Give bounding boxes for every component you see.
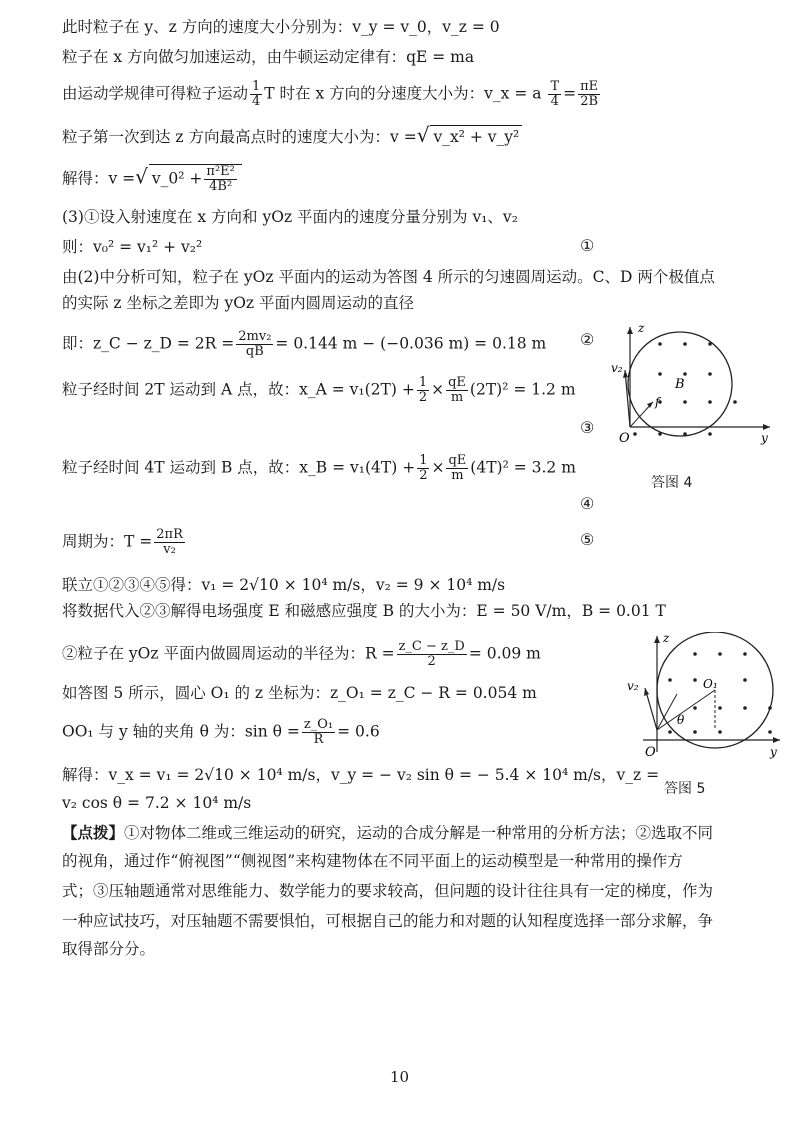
text-line: ②粒子在 yOz 平面内做圆周运动的半径为：R = $\frac{z\_C - z\_D}{2}$ = 0.09 m xyxy=(62,639,541,669)
text-line: 如答图 5 所示，圆心 O₁ 的 z 坐标为：z_O₁ = z_C − R = 0.054 m xyxy=(62,684,537,702)
text-line: v₂ cos θ = 7.2 × 10⁴ m/s xyxy=(62,794,252,812)
equation-tag: ① xyxy=(580,236,595,255)
text-line: 则：v₀² = v₁² + v₂² xyxy=(62,238,203,256)
svg-text:y: y xyxy=(770,745,777,759)
theta-label: θ xyxy=(677,713,685,727)
fraction: $\frac{1}{4}$ xyxy=(252,79,261,109)
text-line: 粒子在 x 方向做匀加速运动，由牛顿运动定律有：qE = ma xyxy=(62,48,475,66)
origin-label: O xyxy=(619,431,630,446)
figure-5-diagram xyxy=(625,632,785,772)
text-line: 即：z_C − z_D = 2R = $\frac{\text{2mv₂}}{qB}$ = 0.144 m − (−0.036 m) = 0.18 m xyxy=(62,329,547,359)
tip-line: 取得部分分。 xyxy=(62,940,156,958)
z-label: z xyxy=(638,322,645,335)
text-line: 粒子第一次到达 z 方向最高点时的速度大小为：v =√ v_x² + v_y² xyxy=(62,124,522,148)
figure-4-caption: 答图 4 xyxy=(651,475,693,491)
fraction: $\frac{\pi E}{2B}$ xyxy=(580,79,599,109)
fraction: $\frac{T}{4}$ xyxy=(550,79,560,109)
figure-4-diagram xyxy=(605,322,775,472)
tip-line: 一种应试技巧，对压轴题不需要惧怕，可根据自己的能力和对题的认知程度选择一部分求解，争 xyxy=(62,912,714,930)
text-line: 周期为：T = $\frac{2\pi R}{\text{v₂}}$ xyxy=(62,527,183,557)
OO1-line xyxy=(657,690,715,730)
text-line: 解得：v_x = v₁ = 2√10 × 10⁴ m/s，v_y = − v₂ sin θ = − 5.4 × 10⁴ m/s，v_z = xyxy=(62,766,660,784)
v2-label: v₂ xyxy=(611,361,623,375)
tip-line: 【点拨】①对物体二维或三维运动的研究，运动的合成分解是一种常用的分析方法；②选取不同 xyxy=(62,823,714,842)
O1-label: O₁ xyxy=(703,677,718,691)
page-number: 10 xyxy=(390,1068,410,1086)
text-line: 粒子经时间 2T 运动到 A 点，故：x_A = v₁(2T) + $\frac{1}{2}$ × $\frac{qE}{m}$ (2T)² = 1.2 m xyxy=(62,375,576,405)
text-line: 将数据代入②③解得电场强度 E 和磁感应强度 B 的大小为：E = 50 V/m，B = 0.01 T xyxy=(62,602,666,620)
text-line: 由(2)中分析可知，粒子在 yOz 平面内的运动为答图 4 所示的匀速圆周运动。C、D 两个极值点 xyxy=(62,268,715,286)
text-line: 的实际 z 坐标之差即为 yOz 平面内圆周运动的直径 xyxy=(62,294,415,312)
tip-line: 的视角，通过作“俯视图”“侧视图”来构建物体在不同平面上的运动模型是一种常用的操作方 xyxy=(62,852,683,870)
text-line: OO₁ 与 y 轴的夹角 θ 为：sin θ = $\frac{\text{z\_O₁}}{R}$ = 0.6 xyxy=(62,717,380,747)
figure-5-caption: 答图 5 xyxy=(664,781,706,797)
equation-tag: ② xyxy=(580,330,595,349)
svg-text:z: z xyxy=(663,632,670,645)
text-line: 此时粒子在 y、z 方向的速度大小分别为：v_y = v_0，v_z = 0 xyxy=(62,18,500,36)
tip-line: 式；③压轴题通常对思维能力、数学能力的要求较高，但问题的设计往往具有一定的梯度，作为 xyxy=(62,882,714,900)
text-line: 解得：v =√ v_0² + $\frac{\text{π²E²}}{\text{4B²}}$ xyxy=(62,164,242,194)
f-label: f xyxy=(655,395,660,409)
y-axis-arrow xyxy=(763,424,770,430)
tip-label: 【点拨】 xyxy=(62,823,125,842)
equation-tag: ⑤ xyxy=(580,530,595,549)
B-label: B xyxy=(675,377,685,392)
y-label: y xyxy=(761,431,768,445)
svg-text:O: O xyxy=(645,745,656,760)
equation-tag: ③ xyxy=(580,418,595,437)
z-axis-arrow xyxy=(627,327,633,334)
text-line: 粒子经时间 4T 运动到 B 点，故：x_B = v₁(4T) + $\frac{1}{2}$ × $\frac{qE}{m}$ (4T)² = 3.2 m xyxy=(62,453,576,483)
text-line: (3)①设入射速度在 x 方向和 yOz 平面内的速度分量分别为 v₁、v₂ xyxy=(62,208,518,226)
equation-tag: ④ xyxy=(580,494,595,513)
text-line: 联立①②③④⑤得：v₁ = 2√10 × 10⁴ m/s，v₂ = 9 × 10⁴ m/s xyxy=(62,576,506,594)
tangent-line xyxy=(657,694,677,730)
svg-text:v₂: v₂ xyxy=(627,679,639,693)
field-dots xyxy=(633,342,737,436)
v2-vector xyxy=(625,370,630,427)
text-line: 由运动学规律可得粒子运动 $\frac{1}{4}$ T 时在 x 方向的分速度大小为：v_x = a $\frac{T}{4}$ = $\frac{\pi E}{2B}$ xyxy=(62,79,599,109)
